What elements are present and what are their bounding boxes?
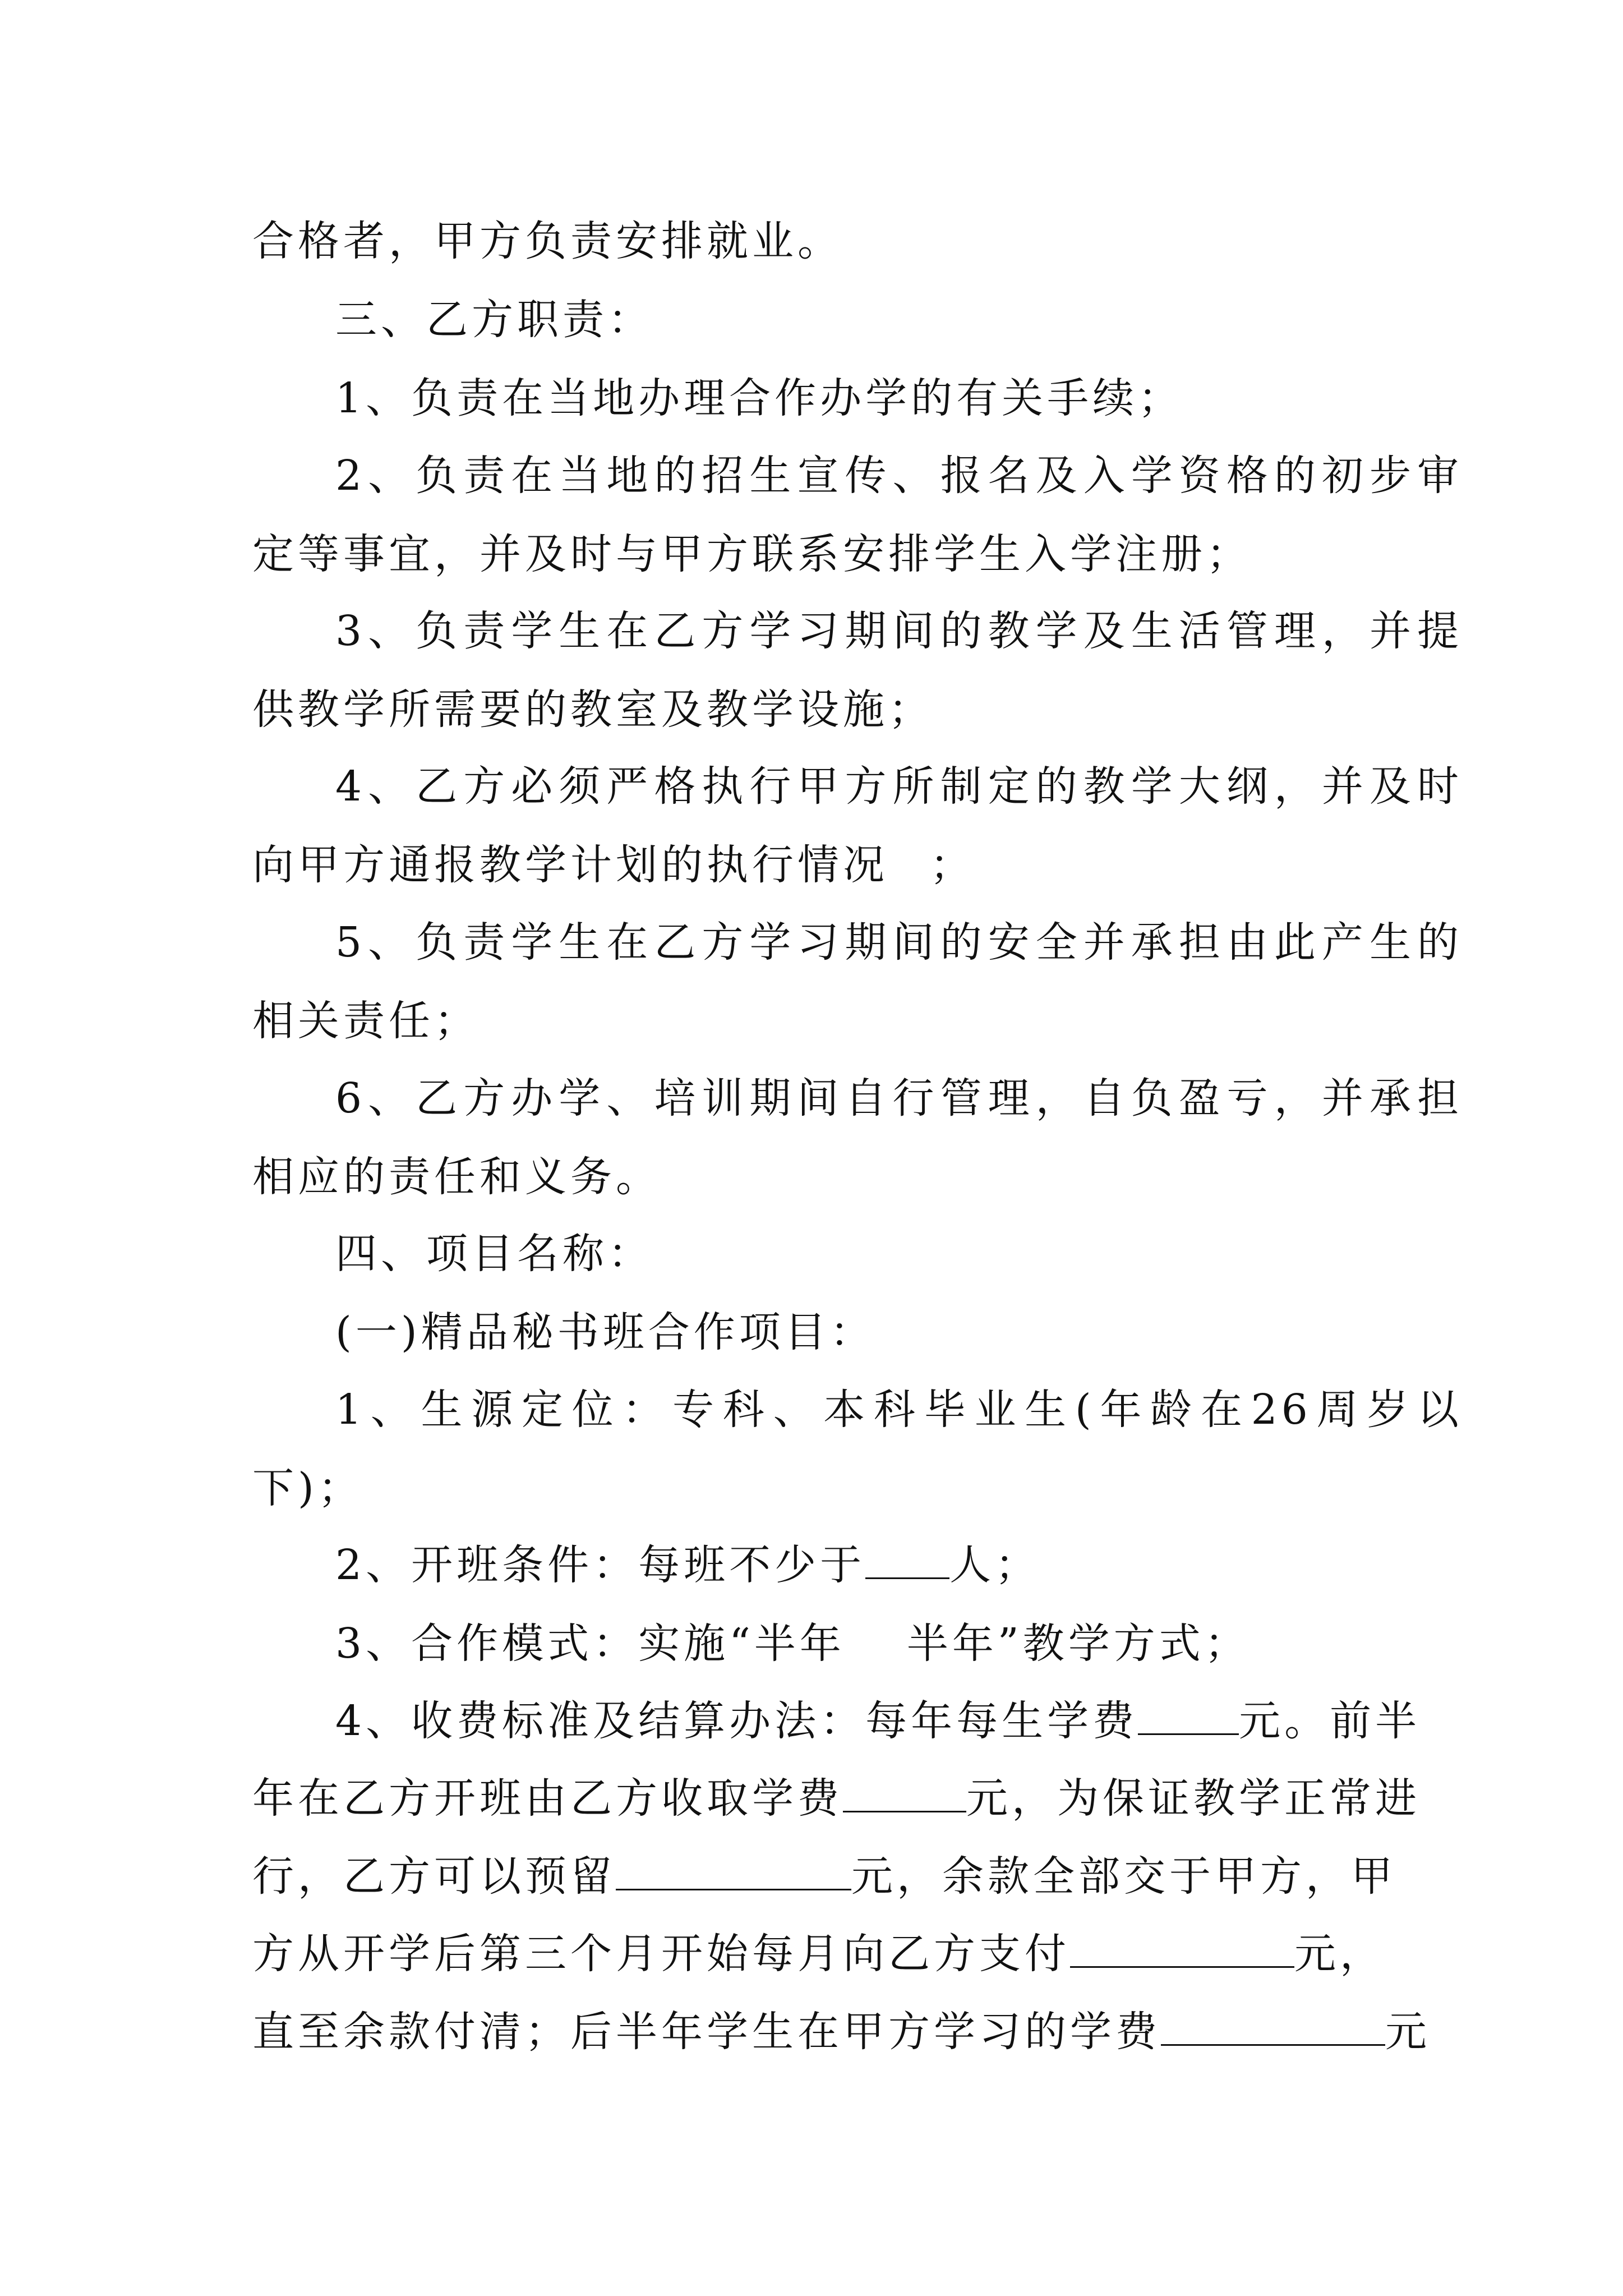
list-item xyxy=(252,592,1463,670)
text-line xyxy=(252,202,1380,280)
line-text: 行，乙方可以预留 xyxy=(252,1852,616,1901)
line-text: 定等事宜，并及时与甲方联系安排学生入学注册； xyxy=(252,530,1252,578)
text-line xyxy=(252,515,1380,593)
line-text: 元，为保证教学正常进 xyxy=(966,1774,1421,1823)
fill-in-blank xyxy=(843,1778,966,1812)
line-text: 合格者，甲方负责安排就业。 xyxy=(252,217,843,265)
line-text: 向甲方通报教学计划的执行情况 xyxy=(252,841,888,889)
line-text: 相关责任； xyxy=(252,997,479,1045)
list-item xyxy=(252,1059,1463,1138)
line-text: 元，余款全部交于甲方，甲 xyxy=(851,1852,1396,1901)
fill-in-blank xyxy=(1138,1701,1239,1735)
line-text: 3、合作模式：实施“半年 xyxy=(335,1619,845,1668)
heading-text: 三、乙方职责： xyxy=(335,296,653,344)
text-line xyxy=(252,1759,1421,1838)
line-text: 4、乙方必须严格执行甲方所制定的教学大纲，并及时 xyxy=(335,762,1463,811)
line-text: 5、负责学生在乙方学习期间的安全并承担由此产生的 xyxy=(335,918,1463,967)
text-line xyxy=(252,670,1380,749)
line-text: 元 xyxy=(1385,2008,1431,2056)
text-line xyxy=(252,1993,1431,2071)
line-text: 1、生源定位：专科、本科毕业生(年龄在26周岁以 xyxy=(335,1386,1463,1434)
line-text: 直至余款付清；后半年学生在甲方学习的学费 xyxy=(252,2008,1161,2056)
text-line xyxy=(252,1915,1385,1993)
text-line xyxy=(252,982,1380,1060)
line-text: 年在乙方开班由乙方收取学费 xyxy=(252,1774,843,1823)
list-item xyxy=(252,1370,1463,1449)
text-line xyxy=(252,1138,1380,1216)
line-text: 供教学所需要的教室及教学设施； xyxy=(252,685,934,734)
text-line xyxy=(252,1449,1380,1527)
line-text: 2、开班条件：每班不少于 xyxy=(335,1541,866,1589)
list-item xyxy=(252,359,1463,438)
list-item xyxy=(252,1682,1463,1760)
section-heading xyxy=(252,1214,1463,1293)
line-text: 4、收费标准及结算办法：每年每生学费 xyxy=(335,1697,1138,1745)
line-text: 元。前半 xyxy=(1239,1697,1421,1745)
list-item xyxy=(252,436,1463,515)
fill-in-blank xyxy=(616,1856,851,1890)
line-text: 6、乙方办学、培训期间自行管理，自负盈亏，并承担 xyxy=(335,1074,1463,1122)
line-text: 方从开学后第三个月开始每月向乙方支付 xyxy=(252,1930,1070,1978)
fill-in-blank xyxy=(865,1545,949,1579)
line-text: 下)； xyxy=(252,1464,363,1512)
list-item xyxy=(252,1526,1463,1604)
fill-in-blank xyxy=(1161,2012,1385,2046)
line-text: 3、负责学生在乙方学习期间的教学及生活管理，并提 xyxy=(335,607,1463,655)
text-line xyxy=(252,826,1380,904)
list-item xyxy=(252,747,1463,826)
list-item xyxy=(252,1604,1463,1683)
heading-text: 四、项目名称： xyxy=(335,1230,653,1278)
line-text: 1、负责在当地办理合作办学的有关手续； xyxy=(335,374,1184,422)
section-heading xyxy=(252,280,1463,359)
line-text: 半年”教学方式； xyxy=(906,1619,1250,1668)
heading-text: (一)精品秘书班合作项目： xyxy=(335,1308,875,1356)
text-line xyxy=(252,1837,1396,1916)
line-text: 2、负责在当地的招生宣传、报名及入学资格的初步审 xyxy=(335,452,1463,500)
line-text: 元， xyxy=(1294,1930,1385,1978)
list-item xyxy=(252,903,1463,982)
line-text: ； xyxy=(930,841,975,889)
line-text: 相应的责任和义务。 xyxy=(252,1153,661,1201)
fill-in-blank xyxy=(1070,1934,1294,1968)
line-text: 人； xyxy=(949,1541,1041,1589)
subsection-heading xyxy=(252,1293,1463,1372)
